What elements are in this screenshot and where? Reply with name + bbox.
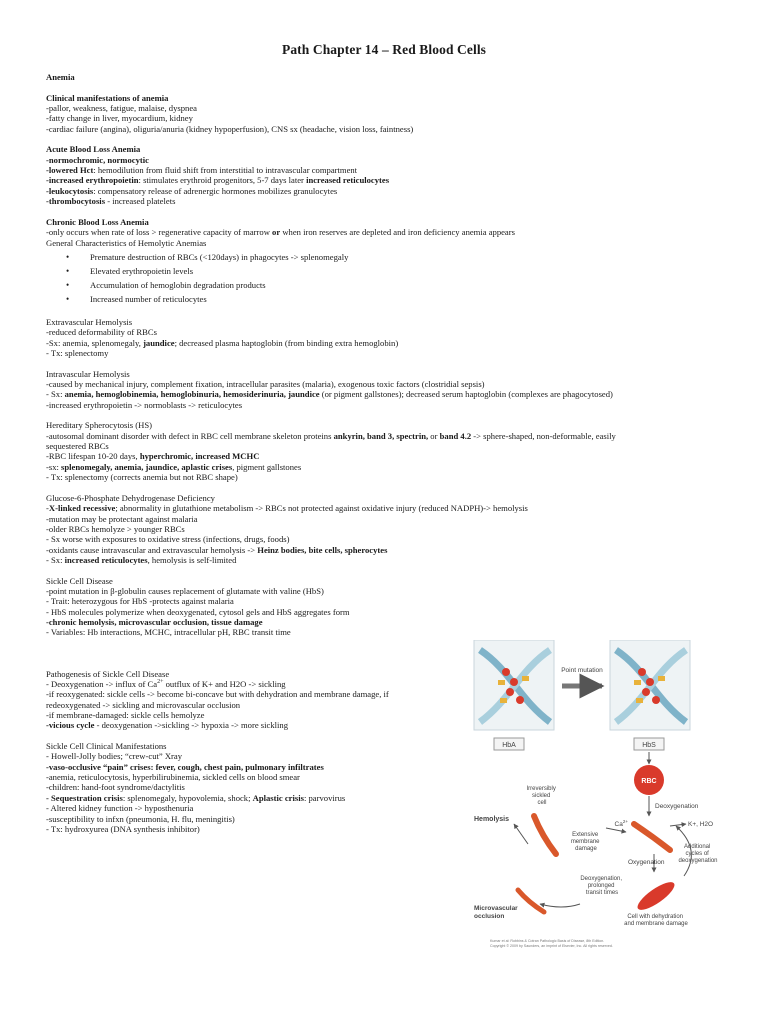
section-heading: Sickle Cell Clinical Manifestations: [46, 741, 167, 752]
text-line: - Howell-Jolly bodies; “crew-cut” Xray: [46, 751, 183, 762]
subsection-heading: General Characteristics of Hemolytic Anemias: [46, 237, 207, 248]
text-line: -increased erythropoietin -> normoblasts -> reticulocytes: [46, 399, 243, 410]
text-line: -fatty change in liver, myocardium, kidney: [46, 113, 193, 124]
sickle-pathogenesis-figure: [470, 640, 732, 960]
text-line: -point mutation in β-globulin causes replacement of glutamate with valine (HbS): [46, 585, 324, 596]
text-line: -if reoxygenated: sickle cells -> become bi-concave but with dehydration and membrane damage, if: [46, 689, 389, 700]
section-heading: Chronic Blood Loss Anemia: [46, 216, 149, 227]
text-line: -oxidants cause intravascular and extravascular hemolysis -> Heinz bodies, bite cells, spherocytes: [46, 544, 388, 555]
section-heading: Hereditary Spherocytosis (HS): [46, 420, 152, 431]
irreversibly-sickled-cell: [534, 816, 556, 854]
list-item: • Elevated erythropoietin levels: [46, 264, 726, 278]
text-line: -Sx: anemia, splenomegaly, jaundice; decreased plasma haptoglobin (from binding extra hemoglobin): [46, 337, 399, 348]
text-line: -susceptibility to infxn (pneumonia, H. flu, meningitis): [46, 813, 235, 824]
hemolytic-characteristics-list: [46, 250, 726, 307]
text-line: -thrombocytosis - increased platelets: [46, 196, 176, 207]
text-line: -autosomal dominant disorder with defect in RBC cell membrane skeleton proteins ankyrin, band 3, spectrin, or band 4.2 -> sphere-shaped, non-deformable, easily: [46, 430, 616, 441]
hbs-label: HbS: [642, 742, 656, 749]
sickle-cell-disease-section: [46, 576, 726, 638]
additional-cycles-label: Additional cycles of deoxygenation: [678, 844, 718, 864]
section-heading: Acute Blood Loss Anemia: [46, 144, 141, 155]
text-line: - Trait: heterozygous for HbS -protects against malaria: [46, 596, 234, 607]
text-line: redeoxygenated -> sickling and microvascular occlusion: [46, 699, 241, 710]
clinical-manifestations-section: [46, 93, 726, 134]
text-line: - Altered kidney function -> hyposthenuria: [46, 803, 194, 814]
point-mutation-arrow: [561, 667, 603, 686]
text-line: -lowered Hct: hemodilution from fluid shift from interstitial to intravascular compartment: [46, 165, 358, 176]
rbc-label: RBC: [641, 778, 657, 785]
section-heading: Clinical manifestations of anemia: [46, 92, 169, 103]
text-line: -caused by mechanical injury, complement fixation, intracellular parasites (malaria), exogenous toxic factors (clostridial sepsis): [46, 379, 485, 390]
hba-dna-panel: [474, 640, 554, 730]
text-line: -RBC lifespan 10-20 days, hyperchromic, increased MCHC: [46, 451, 260, 462]
text-line: -increased erythropoietin: stimulates erythroid progenitors, 5-7 days later increased reticulocytes: [46, 175, 390, 186]
pathogenesis-diagram: [470, 640, 732, 960]
extensive-damage-label: Extensive membrane damage: [570, 832, 600, 852]
text-line: -sx: splenomegaly, anemia, jaundice, aplastic crises, pigment gallstones: [46, 461, 302, 472]
oxygenation-label: Oxygenation: [628, 859, 665, 866]
hba-label: HbA: [502, 742, 516, 749]
text-line: -reduced deformability of RBCs: [46, 327, 157, 338]
deoxygenation-label: Deoxygenation: [655, 803, 699, 810]
text-line: - Tx: hydroxyurea (DNA synthesis inhibitor): [46, 823, 200, 834]
occluding-sickle-cell: [518, 890, 544, 912]
hbs-dna-panel: [610, 640, 690, 730]
text-line: - Sx: anemia, hemoglobinemia, hemoglobinuria, hemosiderinuria, jaundice (or pigment gallstones); decreased serum haptoglobin (complexes are phagocytosed): [46, 389, 613, 400]
text-line: -if membrane-damaged: sickle cells hemolyze: [46, 710, 205, 721]
text-line: -chronic hemolysis, microvascular occlusion, tissue damage: [46, 616, 263, 627]
text-line: - Sx: increased reticulocytes, hemolysis is self-limited: [46, 554, 237, 565]
text-line: -normochromic, normocytic: [46, 154, 149, 165]
anemia-heading: Anemia: [46, 72, 75, 82]
ca-label: $Ca^{2+}$: [614, 819, 628, 828]
sickled-cell: [634, 824, 670, 850]
text-line: - Sx worse with exposures to oxidative stress (infections, drugs, foods): [46, 534, 290, 545]
text-line: - Sequestration crisis: splenomegaly, hypovolemia, shock; Aplastic crisis: parvovirus: [46, 792, 346, 803]
figure-credit: Kumar et al: Robbins & Cotran Pathologic Basis of Disease, 8th Edition. Copyright © 2009 by Saunders, an imprint of Elsevier, Inc. All rights reserved.: [490, 939, 613, 948]
extravascular-hemolysis-section: [46, 317, 726, 358]
section-heading: Pathogenesis of Sickle Cell Disease: [46, 668, 170, 679]
hereditary-spherocytosis-section: [46, 420, 726, 482]
list-item: • Accumulation of hemoglobin degradation products: [46, 278, 726, 292]
point-mutation-label: Point mutation: [561, 667, 603, 674]
text-line: -only occurs when rate of loss > regenerative capacity of marrow or when iron reserves are depleted and iron deficiency anemia appears: [46, 227, 515, 238]
list-item: • Increased number of reticulocytes: [46, 292, 726, 306]
list-item: • Premature destruction of RBCs (<120days) in phagocytes -> splenomegaly: [46, 250, 726, 264]
text-line: -vicious cycle - deoxygenation ->sickling -> hypoxia -> more sickling: [46, 720, 288, 731]
acute-blood-loss-section: [46, 144, 726, 206]
text-line: -X-linked recessive; abnormality in glutathione metabolism -> RBCs not protected against oxidative injury (reduced NADPH)-> hemolysis: [46, 503, 528, 514]
page-title: Path Chapter 14 – Red Blood Cells: [281, 42, 487, 57]
g6pd-deficiency-section: [46, 493, 726, 565]
irreversibly-sickled-label: Irreversibly sickled cell: [526, 786, 556, 806]
text-line: -cardiac failure (angina), oliguria/anuria (kidney hypoperfusion), CNS sx (headache, vision loss, faintness): [46, 123, 414, 134]
chronic-blood-loss-section: [46, 217, 726, 307]
text-line: -anemia, reticulocytosis, hyperbilirubinemia, sickled cells on blood smear: [46, 772, 300, 783]
section-heading: Sickle Cell Disease: [46, 575, 113, 586]
text-line: - Deoxygenation -> influx of $Ca^{2+}$ outflux of K+ and H2O -> sickling: [46, 679, 286, 690]
text-line: - Tx: splenectomy (corrects anemia but not RBC shape): [46, 472, 238, 483]
text-line: - Variables: Hb interactions, MCHC, intracellular pH, RBC transit time: [46, 627, 291, 638]
k-h2o-label: K+, H2O: [688, 821, 714, 828]
intravascular-hemolysis-section: [46, 369, 726, 410]
text-line: sequestered RBCs: [46, 441, 109, 452]
text-line: -pallor, weakness, fatigue, malaise, dyspnea: [46, 103, 197, 114]
deoxy-prolonged-label: Deoxygenation, prolonged transit times: [580, 876, 623, 896]
section-heading: Glucose-6-Phosphate Dehydrogenase Deficiency: [46, 492, 215, 503]
cell-dehydration-label: Cell with dehydration and membrane damage: [624, 914, 688, 927]
text-line: -leukocytosis: compensatory release of adrenergic hormones mobilizes granulocytes: [46, 185, 338, 196]
text-line: -mutation may be protectant against malaria: [46, 513, 198, 524]
section-heading: Extravascular Hemolysis: [46, 317, 133, 327]
section-heading: Intravascular Hemolysis: [46, 368, 130, 379]
text-line: -older RBCs hemolyze > younger RBCs: [46, 523, 185, 534]
text-line: -children: hand-foot syndrome/dactylitis: [46, 782, 185, 793]
micro-occlusion-label: Microvascular occlusion: [474, 905, 518, 920]
text-line: - HbS molecules polymerize when deoxygenated, cytosol gels and HbS aggregates form: [46, 606, 350, 617]
text-line: - Tx: splenectomy: [46, 348, 109, 359]
damaged-cell: [634, 878, 678, 915]
text-line: -vaso-occlusive “pain” crises: fever, cough, chest pain, pulmonary infiltrates: [46, 761, 324, 772]
hemolysis-label: Hemolysis: [474, 816, 510, 823]
